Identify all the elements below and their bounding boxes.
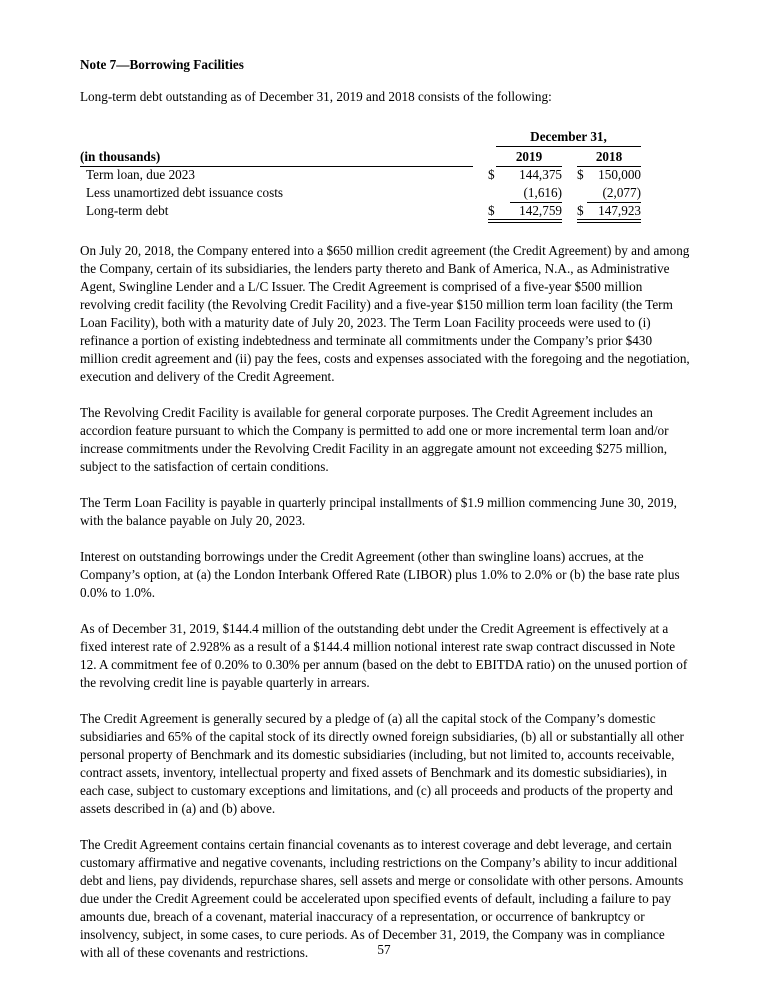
- row-dollar-2019: $: [488, 203, 495, 218]
- year-2018-header: 2018: [577, 148, 641, 167]
- period-header: December 31,: [496, 128, 641, 147]
- row-label-term-loan: Term loan, due 2023: [86, 167, 195, 182]
- note-heading: Note 7—Borrowing Facilities: [80, 57, 244, 72]
- row-value-2019: (1,616): [510, 184, 562, 203]
- row-value-2018: 150,000: [598, 167, 641, 182]
- paragraph-covenants: The Credit Agreement contains certain financial covenants as to interest coverage and debt leverage, and certain customary affirmative and negative covenants, including restrictions on the Company’s ability to incur additional debt and liens, pay dividends, repurchase shares, sell assets and merge or consolidate with other persons. Amounts due under the Credit Agreement could be accelerated upon specified events of default, including a failure to pay amounts due, breach of a covenant, material inaccuracy of a representation, or occurrence of bankruptcy or insolvency, subject, in some cases, to cure periods. As of December 31, 2019, the Company was in compliance with all of these covenants and restrictions.: [80, 837, 684, 960]
- paragraph-interest: Interest on outstanding borrowings under the Credit Agreement (other than swingline loans) accrues, at the Company’s option, at (a) the London Interbank Offered Rate (LIBOR) plus 1.0% to 2.0% or (b) the base rate plus 0.0% to 1.0%.: [80, 549, 680, 600]
- row-value-2018: (2,077): [587, 184, 641, 203]
- long-term-debt-table: [80, 128, 640, 220]
- unit-header: (in thousands): [80, 148, 473, 167]
- document-page: [80, 56, 690, 980]
- paragraph-swap: As of December 31, 2019, $144.4 million of the outstanding debt under the Credit Agreement is effectively at a fixed interest rate of 2.928% as a result of a $144.4 million notional interest rate swap contract discussed in Note 12. A commitment fee of 0.20% to 0.30% per annum (based on the debt to EBITDA ratio) on the unused portion of the revolving credit line is payable quarterly in arrears.: [80, 621, 688, 690]
- paragraph-term-loan-payments: The Term Loan Facility is payable in quarterly principal installments of $1.9 million commencing June 30, 2019, with the balance payable on July 20, 2023.: [80, 495, 677, 528]
- paragraph-credit-agreement: On July 20, 2018, the Company entered into a $650 million credit agreement (the Credit Agreement) by and among the Company, certain of its subsidiaries, the lenders party thereto and Bank of America, N.A., as Administrative Agent, Swingline Lender and a L/C Issuer. The Credit Agreement is comprised of a five-year $500 million revolving credit facility (the Revolving Credit Facility) and a five-year $150 million term loan facility (the Term Loan Facility), both with a maturity date of July 20, 2023. The Term Loan Facility proceeds were used to (i) refinance a portion of existing indebtedness and terminate all commitments under the Company’s prior $430 million credit agreement and (ii) pay the fees, costs and expenses associated with the foregoing and the negotiation, execution and delivery of the Credit Agreement.: [80, 243, 690, 384]
- intro-text: Long-term debt outstanding as of December 31, 2019 and 2018 consists of the following:: [80, 89, 552, 104]
- year-2019-header: 2019: [496, 148, 562, 167]
- double-underline-2018: [577, 219, 641, 223]
- row-label-issuance-costs: Less unamortized debt issuance costs: [86, 185, 284, 200]
- page-number: 57: [377, 942, 391, 957]
- paragraph-revolving-facility: The Revolving Credit Facility is available for general corporate purposes. The Credit Agreement includes an accordion feature pursuant to which the Company is permitted to add one or more incremental term loan and/or increase commitments under the Revolving Credit Facility in an aggregate amount not exceeding $275 million, subject to the satisfaction of certain conditions.: [80, 405, 669, 474]
- paragraph-security: The Credit Agreement is generally secured by a pledge of (a) all the capital stock of the Company’s domestic subsidiaries and 65% of the capital stock of its directly owned foreign subsidiaries, (b) all or substantially all other personal property of Benchmark and its domestic subsidiaries (including, but not limited to, accounts receivable, contract assets, inventory, intellectual property and fixed assets of Benchmark and its domestic subsidiaries), in each case, subject to customary exceptions and limitations, and (c) all proceeds and products of the property and assets described in (a) and (b) above.: [80, 711, 684, 816]
- row-value-2018: 147,923: [598, 203, 641, 218]
- row-dollar-2019: $: [488, 167, 495, 182]
- row-dollar-2018: $: [577, 203, 584, 218]
- double-underline-2019: [488, 219, 562, 223]
- row-dollar-2018: $: [577, 167, 584, 182]
- row-value-2019: 142,759: [519, 203, 562, 218]
- row-label-long-term-debt: Long-term debt: [86, 203, 169, 218]
- row-value-2019: 144,375: [519, 167, 562, 182]
